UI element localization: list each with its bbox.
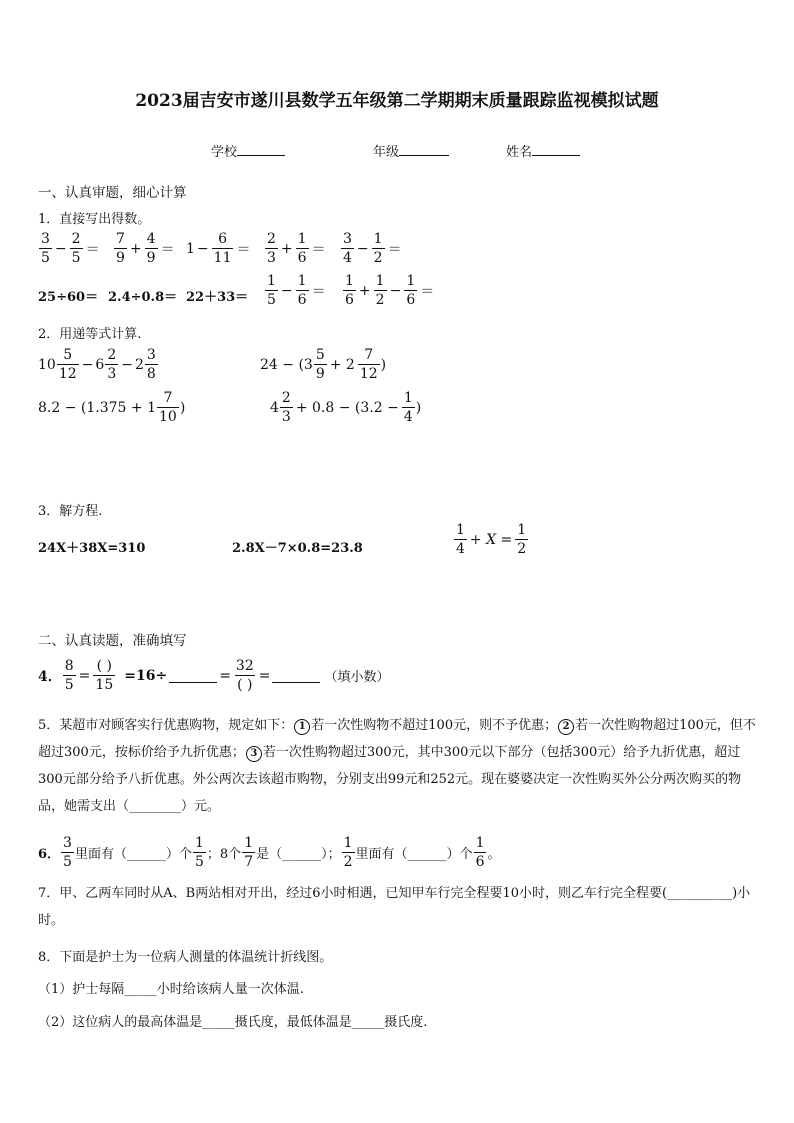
q3-equation-1: 24X＋38X=310 — [38, 541, 146, 556]
q2-expression-3: 8.2 − (1.375 + 1 $\frac{7}{10}$ ) — [38, 390, 186, 425]
q3-label: 3．解方程. — [38, 504, 103, 519]
school-label: 学校 — [211, 145, 238, 160]
q3-equation-2: 2.8X－7×0.8=23.8 — [232, 541, 363, 556]
name-field — [506, 141, 580, 160]
fraction: $\frac{6}{11}$ — [213, 231, 232, 266]
q2-label: 2．用递等式计算. — [38, 327, 142, 342]
fraction: $\frac{1}{2}$ — [375, 273, 385, 308]
q1-item-3: 1 − $\frac{6}{11}$ ＝ — [186, 231, 251, 266]
q1-item-2: $\frac{7}{9}$ + $\frac{4}{9}$ ＝ — [116, 231, 175, 266]
q1-item-1: $\frac{3}{5}$ − $\frac{2}{5}$ ＝ — [41, 231, 100, 266]
page-title: 2023届吉安市遂川县数学五年级第二学期期末质量跟踪监视模拟试题 — [135, 91, 659, 111]
name-blank[interactable] — [532, 142, 580, 156]
fraction: $\frac{7}{12}$ — [359, 347, 378, 382]
q6: 6． $\frac{3}{5}$ 里面有（______）个 $\frac{1}{5}$ ；8个 $\frac{1}{7}$ 是（______）； $\frac{1}{2}$ 里面有（______）个 $\frac{1}{6}$ 。 — [38, 835, 501, 870]
q5-paragraph: 5．某超市对顾客实行优惠购物，规定如下： 1 若一次性购物不超过100元，则不予优惠； 2 若一次性购物超过100元，但不超过300元，按标价给予九折优惠； 3 若一次性购物超过300元，其中300元以下部分（包括300元）给予九折优惠，超过300元部分给予八折优惠。外公两次去该超市购物，分别支出99元和252元。现在婆婆决定一次性购买外公分两次购买的物品，她需支出（________）元。 — [38, 718, 756, 814]
fraction: $\frac{2}{5}$ — [71, 231, 81, 266]
q1-item-6: 25÷60＝ — [38, 290, 99, 305]
fraction: $\frac{3}{5}$ — [41, 231, 50, 266]
fraction: $\frac{1}{4}$ — [456, 522, 465, 557]
section1-heading: 一、认真审题，细心计算 — [38, 185, 187, 201]
circled-number-3: 3 — [246, 746, 262, 762]
q1-item-5: $\frac{3}{4}$ − $\frac{1}{2}$ ＝ — [343, 231, 402, 266]
q4-blank-1[interactable] — [169, 669, 217, 683]
fraction: $\frac{1}{2}$ — [343, 835, 353, 870]
q3-equation-3: $\frac{1}{4}$ + X = $\frac{1}{2}$ — [456, 522, 527, 557]
grade-blank[interactable] — [399, 142, 449, 156]
fraction: $\frac{3}{4}$ — [343, 231, 352, 266]
fraction: $\frac{7}{9}$ — [116, 231, 125, 266]
fraction: $\frac{1}{6}$ — [345, 273, 354, 308]
circled-number-1: 1 — [294, 719, 310, 735]
fraction: $\frac{1}{7}$ — [244, 835, 254, 870]
fraction: $\frac{8}{5}$ — [64, 658, 74, 693]
school-blank[interactable] — [237, 142, 285, 156]
q8-label: 8．下面是护士为一位病人测量的体温统计折线图。 — [38, 950, 333, 965]
fraction: $\frac{1}{5}$ — [267, 273, 276, 308]
fraction: $\frac{1}{2}$ — [373, 231, 383, 266]
q1-item-10: $\frac{1}{6}$ + $\frac{1}{2}$ − $\frac{1}{6}$ ＝ — [345, 273, 435, 308]
name-label: 姓名 — [506, 145, 533, 160]
fraction: $\frac{3}{5}$ — [63, 835, 72, 870]
q8-sub-1: （1）护士每隔_____小时给该病人量一次体温. — [38, 982, 304, 997]
q1-item-9: $\frac{1}{5}$ − $\frac{1}{6}$ ＝ — [267, 273, 326, 308]
fraction: $\frac{2}{3}$ — [107, 347, 117, 382]
q2-expression-2: 24 − (3 $\frac{5}{9}$ + 2 $\frac{7}{12}$ ) — [260, 347, 387, 382]
q7-paragraph: 7．甲、乙两车同时从A、B两站相对开出，经过6小时相遇，已知甲车行完全程要10小时，则乙车行完全程要(__________)小时。 — [38, 886, 751, 928]
fraction: $\frac{1}{6}$ — [297, 273, 307, 308]
fraction: $\frac{1}{2}$ — [517, 522, 527, 557]
fraction: $\frac{1}{4}$ — [403, 390, 413, 425]
circled-number-2: 2 — [558, 719, 574, 735]
fraction: $\frac{5}{12}$ — [58, 347, 77, 382]
fraction: $\frac{( )}{15}$ — [95, 658, 114, 693]
q2-expression-4: 4 $\frac{2}{3}$ + 0.8 − (3.2 − $\frac{1}{4}$ ) — [270, 390, 422, 425]
fraction: $\frac{3}{8}$ — [146, 347, 156, 382]
school-field — [211, 141, 285, 160]
fraction: $\frac{1}{6}$ — [297, 231, 307, 266]
fraction: $\frac{1}{5}$ — [194, 835, 204, 870]
q1-item-8: 22＋33＝ — [186, 290, 249, 305]
section2-heading: 二、认真读题，准确填写 — [38, 633, 187, 649]
fraction: $\frac{4}{9}$ — [146, 231, 156, 266]
fraction: $\frac{2}{3}$ — [267, 231, 276, 266]
q1-item-4: $\frac{2}{3}$ + $\frac{1}{6}$ ＝ — [267, 231, 326, 266]
q4-blank-2[interactable] — [272, 669, 320, 683]
q1-label: 1．直接写出得数。 — [38, 212, 151, 227]
q1-item-7: 2.4÷0.8＝ — [108, 290, 178, 305]
fraction: $\frac{1}{6}$ — [475, 835, 485, 870]
q8-sub-2: （2）这位病人的最高体温是_____摄氏度，最低体温是_____摄氏度. — [38, 1015, 428, 1030]
q4: 4． $\frac{8}{5}$ = $\frac{( )}{15}$ =16÷ = $\frac{32}{( )}$ = （填小数） — [38, 658, 390, 693]
grade-label: 年级 — [373, 145, 400, 160]
fraction: $\frac{2}{3}$ — [281, 390, 291, 425]
fraction: $\frac{1}{6}$ — [406, 273, 416, 308]
q2-expression-1: 10 $\frac{5}{12}$ − 6 $\frac{2}{3}$ − 2 $\frac{3}{8}$ — [38, 347, 156, 382]
fraction: $\frac{5}{9}$ — [315, 347, 325, 382]
fraction: $\frac{32}{( )}$ — [235, 658, 254, 693]
grade-field — [373, 141, 449, 160]
fraction: $\frac{7}{10}$ — [158, 390, 177, 425]
